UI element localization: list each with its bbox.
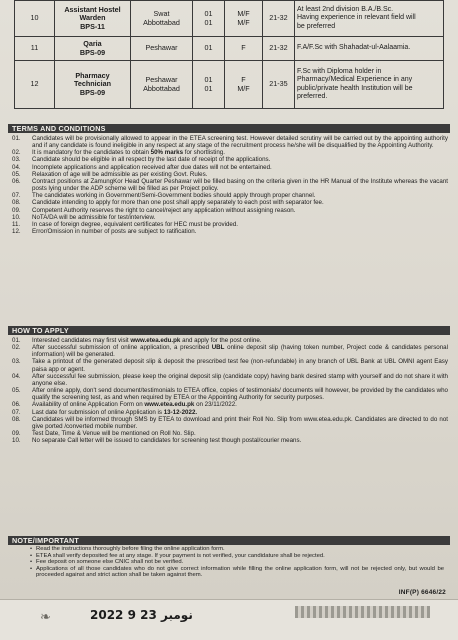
list-item: 04. Incomplete applications and application received after due dates will not be entertained. [12,163,272,171]
table-row [15,61,444,109]
list-item: 01. Candidates will be provisionally allowed to appear in the ETEA screening test. However detailed scrutiny will be carried out by the appointing authority and if any candidate is found ineligible in any respect at any stage of the recruitment process he/she will be disqualified by the Appointing Authority. [12,135,448,150]
terms-list [10,135,448,235]
post-title: Assistant Hostel Warden BPS-11 [55,1,131,37]
list-item: 03. Take a printout of the generated deposit slip & deposit the prescribed test fee (non-refundable) in any branch of UBL Bank at UBL OMNI agent Easy paisa app or agent. [12,358,448,373]
how-to-apply-heading: HOW TO APPLY [8,326,450,335]
row-number: 12 [15,61,55,109]
age-limit: 21-35 [263,61,295,109]
qualification: F.Sc with Diploma holder in Pharmacy/Medical Experience in any public/private health Institution will be preferred. [295,61,444,109]
list-item: 12. Error/Omission in number of posts are subject to ratification. [12,228,197,236]
list-item: 09. Test Date, Time & Venue will be mentioned on Roll No. Slip. [12,430,196,438]
quantity: 01 01 [193,1,225,37]
gender: M/F M/F [225,1,263,37]
terms-heading: TERMS AND CONDITIONS [8,124,450,133]
row-number: 10 [15,1,55,37]
list-item: 01. Interested candidates may first visit www.etea.edu.pk and apply for the post online. [12,337,262,344]
list-item: 05. After online apply, don't send document/testimonials to ETEA office, copies of testimonials/ documents will however, be provided by the candidates who qualify the screening test, as and when required by ETEA or the Appointing Authority for security purposes. [12,387,448,402]
age-limit: 21-32 [263,1,295,37]
list-item: 05. Relaxation of age will be admissible as per existing Govt. Rules. [12,170,208,178]
list-item: 07. The candidates working in Government/Semi-Government bodies should apply through proper channel. [12,192,316,200]
qualification: At least 2nd division B.A./B.Sc. Having experience in relevant field will be preferred [295,1,444,37]
age-limit: 21-32 [263,37,295,61]
list-item: 07. Last date for submission of online Application is 13-12-2022. [12,408,198,416]
list-item: 10. NoTA/DA will be admissible for test/interview. [12,213,156,221]
list-item: 02. It is mandatory for the candidates to obtain 50% marks for shortlisting. [12,149,225,157]
qualification: F.A/F.Sc with Shahadat-ul-Aalaamia. [295,37,444,61]
quantity: 01 [193,37,225,61]
district: Swat Abbottabad [131,1,193,37]
list-item: 11. In case of foreign degree, equivalent certificates for HEC must be provided. [12,220,239,228]
how-to-apply-list [10,337,448,444]
list-item: 09. Competent Authority reserves the right to cancel/reject any application without assigning reason. [12,206,296,214]
gender: F [225,37,263,61]
list-item: 02. After successful submission of online application, a prescribed UBL online deposit slip (having token number, Project code & candidates personal information) will be generated. [12,344,448,359]
list-item: • ETEA shall verify deposited fee at any stage. If your payment is not verified, your candidature shall be rejected. [29,552,325,559]
table-row [15,1,444,37]
list-item: 06. Availability of online Application Form on www.etea.edu.pk on 23/11/2022. [12,401,237,409]
note-heading: NOTE/IMPORTANT [8,536,450,545]
list-item: 10. No separate Call letter will be issued to candidates for screening test though postal/courier means. [12,437,302,445]
list-item: 08. Candidates will be informed through SMS by ETEA to download and print their Roll No. Slip from www.etea.edu.pk. Candidates are directed to do not give ported /converted mobile number. [12,415,448,430]
list-item: • Applications of all those candidates who do not give correct information while filling the online application form, will not be rejected only, but would be proceeded against and strict action shall be taken against them. [29,565,444,579]
newspaper-footer [0,599,458,640]
list-item: • Fee deposit on someone else CNIC shall not be verified. [29,559,184,566]
table-row [15,37,444,61]
list-item: 06. Contract positions at ZamungKor Head Quarter Peshawar will be filled basing on the criteria given in the HR Manual of the Institute whereas the vacant posts lying under the ADP scheme will be filled as per Project policy. [12,177,448,193]
list-item: 03. Candidate should be eligible in all respect by the last date of receipt of the applications. [12,156,271,164]
newspaper-logo-icon: ❧ [40,610,51,625]
gender: F M/F [225,61,263,109]
note-list [16,546,444,579]
district: Peshawar [131,37,193,61]
inf-code: INF(P) 6646/22 [398,589,446,596]
row-number: 11 [15,37,55,61]
jobs-table [14,0,444,109]
list-item: 08. Candidate intending to apply for more than one post shall apply separately to each post with separator fee. [12,199,324,207]
list-item: • Read the instructions thoroughly before filing the online application form. [29,546,225,552]
publication-date: 2022 نومبر 23 9 [90,608,193,622]
masthead-strip [295,606,430,618]
list-item: 04. After successful fee submission, please keep the original deposit slip (candidate copy) having bank desired stamp with yourself and do not share it with anyone else. [12,372,448,387]
post-title: Pharmacy Technician BPS-09 [55,61,131,109]
district: Peshawar Abbottabad [131,61,193,109]
quantity: 01 01 [193,61,225,109]
post-title: Qaria BPS-09 [55,37,131,61]
